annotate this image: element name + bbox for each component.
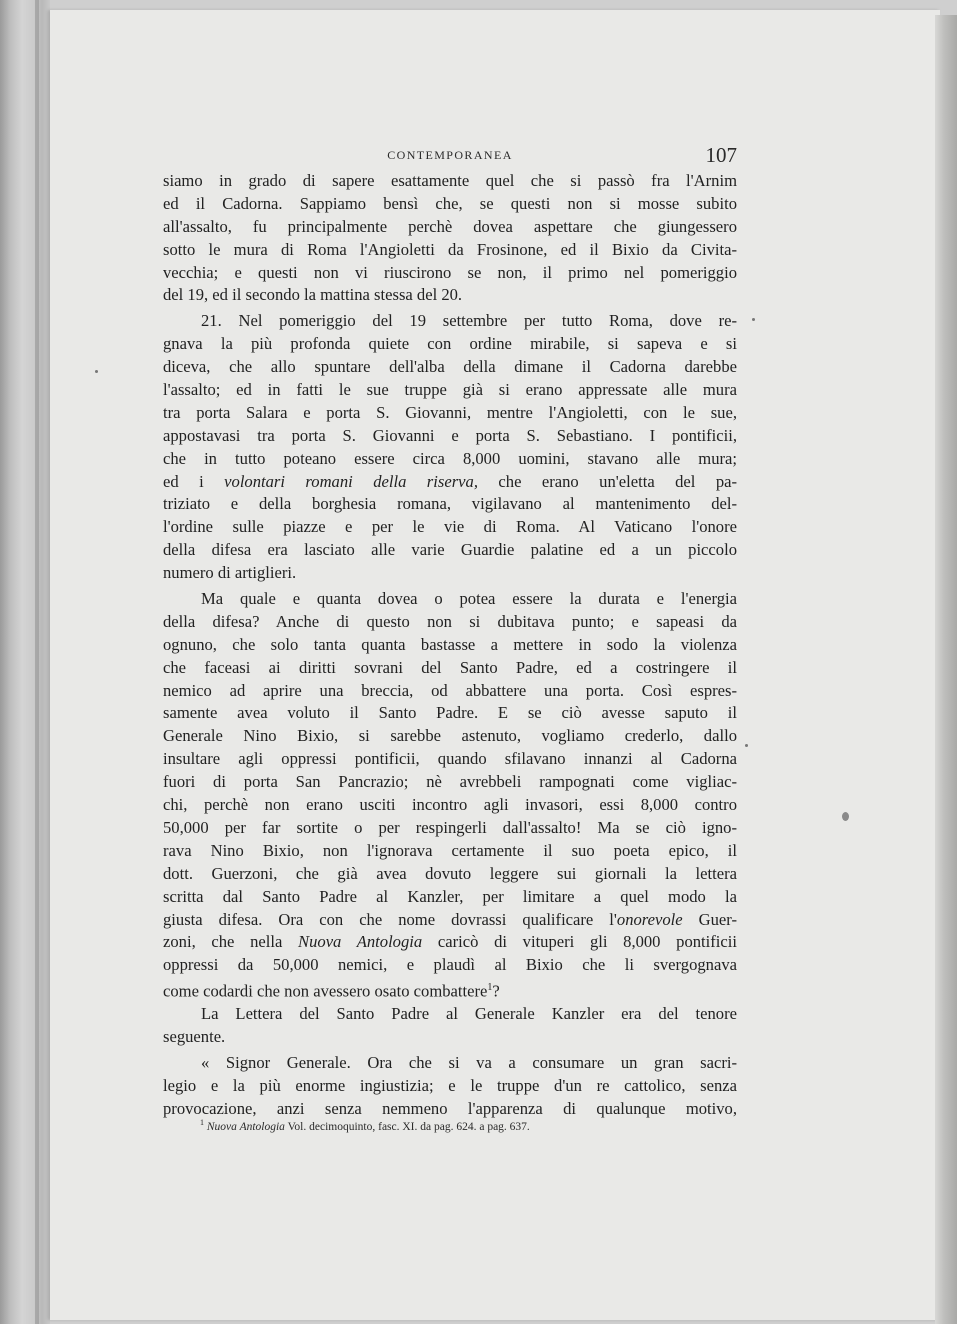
- text-run: scritta dal Santo Padre al Kanzler, per limitare a quel modo la: [163, 886, 737, 906]
- text-run: sotto le mura di Roma l'Angioletti da Frosinone, ed il Bixio da Civita-: [163, 239, 737, 259]
- text-line: [163, 771, 737, 794]
- text-run: l'assalto; ed in fatti le sue truppe già si erano appressate alle mura: [163, 380, 737, 400]
- text-run: come codardi che non avessero osato combattere: [163, 981, 488, 1001]
- text-run: tra porta Salara e porta S. Giovanni, mentre l'Angioletti, con le sue,: [163, 402, 737, 422]
- text-line: [163, 493, 737, 516]
- text-run: l'ordine sulle piazze e per le vie di Roma. Al Vaticano l'onore: [163, 517, 737, 537]
- text-line: [163, 1026, 737, 1049]
- text-run: oppressi da 50,000 nemici, e plaudì al Bixio che li svergognava: [163, 955, 737, 975]
- text-line: [163, 657, 737, 680]
- footnote-mark: 1: [200, 1118, 204, 1127]
- text-line: [163, 239, 737, 262]
- text-run: dott. Guerzoni, che già avea dovuto leggere sui giornali la lettera: [163, 863, 737, 883]
- paper-speck: [842, 812, 849, 821]
- paper-speck: [95, 370, 98, 373]
- page-edge-shadow: [935, 15, 957, 1324]
- text-run: ognuno, che solo tanta quanta bastasse a mettere in sodo la violenza: [163, 634, 737, 654]
- text-line: [163, 402, 737, 425]
- text-run: che in tutto poteano essere circa 8,000 uomini, stavano alle mura;: [163, 448, 737, 468]
- text-run: seguente.: [163, 1026, 226, 1046]
- text-line: [163, 562, 737, 585]
- footnote-reference: 1: [487, 982, 493, 994]
- text-line: [163, 931, 737, 954]
- text-line: [163, 1052, 737, 1075]
- text-line: [163, 310, 737, 333]
- text-run: Ma quale e quanta dovea o potea essere la durata e l'energia: [201, 589, 737, 609]
- text-line: [163, 356, 737, 379]
- text-run: appostavasi tra porta S. Giovanni e porta S. Sebastiano. I pontificii,: [163, 425, 737, 445]
- text-run: provocazione, anzi senza nemmeno l'apparenza di qualunque motivo,: [163, 1098, 737, 1118]
- paper-speck: [752, 318, 755, 321]
- text-line: [163, 539, 737, 562]
- text-run: ed il Cadorna. Sappiamo bensì che, se questi non si mosse subito: [163, 193, 737, 213]
- text-run: samente avea voluto il Santo Padre. E se ciò avesse saputo il: [163, 703, 737, 723]
- text-run: caricò di vituperi gli 8,000 pontificii: [422, 932, 737, 952]
- text-run: fuori di porta San Pancrazio; nè avrebbeli rampognati come vigliac-: [163, 772, 737, 792]
- text-line: [163, 840, 737, 863]
- text-run: del 19, ed il secondo la mattina stessa del 20.: [163, 285, 463, 305]
- text-line: [163, 448, 737, 471]
- page-header: [163, 143, 737, 167]
- text-run: gnava la più profonda quiete con ordine mirabile, si sapeva e si: [163, 334, 737, 354]
- text-run: all'assalto, fu principalmente perchè dovea aspettare che giungessero: [163, 216, 737, 236]
- text-line: [163, 170, 737, 193]
- text-line: [163, 1075, 737, 1098]
- running-title: CONTEMPORANEA: [387, 148, 513, 162]
- text-line: [163, 680, 737, 703]
- text-run: ed i: [163, 471, 225, 491]
- text-run: che erano un'eletta del pa-: [477, 471, 738, 491]
- text-run: « Signor Generale. Ora che si va a consumare un gran sacri-: [201, 1052, 737, 1072]
- text-line: [163, 702, 737, 725]
- text-run: vecchia; e questi non vi riuscirono se non, il primo nel pomeriggio: [163, 262, 737, 282]
- italic-run: volontari romani della riserva,: [224, 471, 478, 491]
- text-run: che faceasi ai diritti sovrani del Santo Padre, ed a costringere il: [163, 657, 737, 677]
- text-run: numero di artiglieri.: [163, 563, 297, 583]
- text-line: [163, 886, 737, 909]
- text-line: [163, 216, 737, 239]
- italic-run: onorevole: [616, 909, 683, 929]
- text-line: [163, 193, 737, 216]
- text-line: [163, 794, 737, 817]
- text-line: [163, 634, 737, 657]
- binding-edge: [35, 0, 39, 1324]
- text-line: [163, 379, 737, 402]
- text-run: Guer-: [682, 909, 737, 929]
- text-run: ?: [492, 981, 500, 1001]
- paper-speck: [745, 744, 748, 747]
- text-run: giusta difesa. Ora con che nome dovrassi qualificare l': [163, 909, 617, 929]
- text-run: chi, perchè non erano usciti incontro agli invasori, essi 8,000 contro: [163, 795, 737, 815]
- book-gutter-shadow: [0, 0, 50, 1324]
- text-line: [163, 725, 737, 748]
- text-run: Generale Nino Bixio, si sarebbe astenuto, vogliamo crederlo, dallo: [163, 726, 737, 746]
- text-line: [163, 284, 737, 307]
- text-run: insultare agli oppressi pontificii, quando sfilavano innanzi al Cadorna: [163, 749, 737, 769]
- text-run: La Lettera del Santo Padre al Generale Kanzler era del tenore: [201, 1004, 737, 1024]
- text-line: [163, 262, 737, 285]
- text-line: [163, 1003, 737, 1026]
- text-line: [163, 333, 737, 356]
- text-line: [163, 863, 737, 886]
- footnote-source-title: Nuova Antologia: [206, 1120, 285, 1133]
- text-line: [163, 909, 737, 932]
- text-line: [163, 611, 737, 634]
- text-run: triziato e della borghesia romana, vigilavano al mantenimento del-: [163, 494, 737, 514]
- text-line: [163, 425, 737, 448]
- text-run: 21. Nel pomeriggio del 19 settembre per tutto Roma, dove re-: [201, 311, 737, 331]
- text-line: [163, 516, 737, 539]
- text-line: [163, 954, 737, 977]
- text-run: nemico ad aprire una breccia, od abbattere una porta. Così espres-: [163, 680, 737, 700]
- text-run: legio e la più enorme ingiustizia; e le truppe d'un re cattolico, senza: [163, 1075, 737, 1095]
- text-run: diceva, che allo spuntare dell'alba della dimane il Cadorna darebbe: [163, 357, 737, 377]
- page-number: 107: [705, 143, 737, 167]
- text-run: rava Nino Bixio, non l'ignorava certamente il suo poeta epico, il: [163, 840, 737, 860]
- italic-run: Nuova Antologia: [298, 932, 423, 952]
- text-line: [163, 748, 737, 771]
- text-line: [163, 471, 737, 494]
- text-run: siamo in grado di sapere esattamente quel che si passò fra l'Arnim: [163, 171, 737, 190]
- text-run: della difesa? Anche di questo non si dubitava punto; e sapeasi da: [163, 611, 737, 631]
- footnote: [200, 1118, 700, 1133]
- text-line: [163, 817, 737, 840]
- text-line: [163, 588, 737, 611]
- text-line: [163, 977, 737, 1000]
- text-run: zoni, che nella: [163, 932, 299, 952]
- footnote-citation: Vol. decimoquinto, fasc. XI. da pag. 624. a pag. 637.: [284, 1120, 530, 1133]
- text-run: della difesa era lasciato alle varie Guardie palatine ed a un piccolo: [163, 540, 737, 560]
- text-run: 50,000 per far sortite o per respingerli dall'assalto! Ma se ciò igno-: [163, 817, 737, 837]
- body-text: [163, 170, 737, 1121]
